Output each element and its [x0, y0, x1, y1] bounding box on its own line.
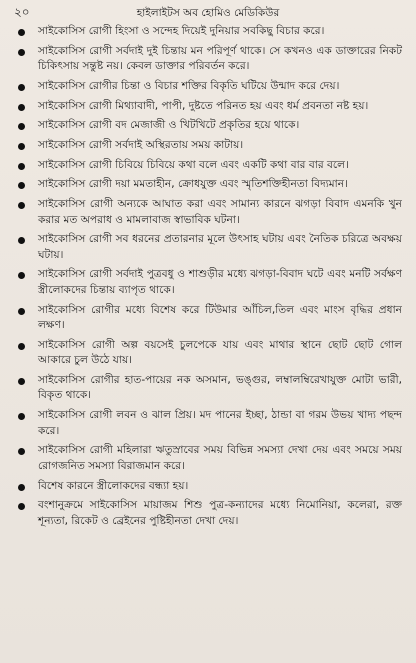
page-number: ২০	[14, 5, 30, 19]
list-item	[14, 267, 402, 298]
list-item	[14, 24, 402, 40]
list-item-text: সাইকোসিস রোগী হিংসা ও সন্দেহ দিয়েই দুনিয়ার সবকিছু বিচার করে।	[38, 25, 325, 37]
list-item-text: সাইকোসিস রোগী অল্প বয়সেই চুলপেকে যায় এবং মাথার স্থানে ছোট ছোট গোল আকারে চুল উঠে যায়।	[38, 338, 402, 367]
list-item-text: সাইকোসিস রোগী মিথ্যাবাদী, পাপী, দুষ্টতে পরিনত হয় এবং ধর্ম প্রবনতা নষ্ট হয়।	[38, 99, 369, 112]
list-item	[14, 118, 402, 134]
bullet-icon	[14, 267, 38, 298]
bullet-icon	[14, 79, 38, 95]
list-item-text: সাইকোসিস রোগীর হাত-পায়ের নক অসমান, ভঙ্গুর, লম্বালম্বিরেখাযুক্ত মোটা ভারী, বিকৃত থাকে।	[38, 373, 402, 402]
bullet-icon	[14, 232, 38, 263]
bullet-icon	[14, 24, 38, 40]
list-item-text: সাইকোসিস রোগীর মধ্যে বিশেষ করে টিউমার আঁচিল,তিল এবং মাংস বৃদ্ধির প্রধান লক্ষণ।	[38, 303, 402, 332]
bullet-icon	[14, 373, 38, 404]
list-item-text: সাইকোসিস রোগী দয়া মমতাহীন, ক্রোধযুক্ত এবং স্মৃতিশক্তিহীনতা বিদ্যমান।	[38, 178, 348, 191]
list-item-text: সাইকোসিস রোগী চিবিয়ে চিবিয়ে কথা বলে এবং একটি কথা বার বার বলে।	[38, 158, 349, 171]
list-item-text: সাইকোসিস রোগীর চিন্তা ও বিচার শক্তির বিকৃতি ঘটিয়ে উন্মাদ করে দেয়।	[38, 79, 340, 92]
list-item-text: সাইকোসিস রোগী লবন ও ঝাল প্রিয়। মদ পানের ইচ্ছা, ঠান্ডা বা গরম উভয় খাদ্য পছন্দ করে।	[38, 409, 402, 437]
list-item-text: সাইকোসিস রোগী মহিলারা ঋতুস্রাবের সময় বিভিন্ন সমস্যা দেখা দেয় এবং সময়ে সময় রোগজনিত সমস্যা বিরাজমান করে।	[38, 444, 402, 472]
running-title: হাইলাইটস অব হোমিও মেডিকিউর	[136, 7, 280, 19]
list-item	[14, 99, 402, 115]
bullet-icon	[14, 118, 38, 134]
bullet-icon	[14, 177, 38, 193]
bullet-icon	[14, 99, 38, 115]
bullet-icon	[14, 408, 38, 439]
bullet-icon	[14, 443, 38, 474]
list-item	[14, 232, 402, 263]
bullet-icon	[14, 197, 38, 228]
list-item	[14, 177, 402, 193]
bullet-icon	[14, 44, 38, 75]
bullet-icon	[14, 338, 38, 369]
bullet-icon	[14, 158, 38, 174]
list-item	[14, 303, 402, 334]
list-item	[14, 498, 402, 529]
bullet-icon	[14, 498, 38, 529]
list-item	[14, 408, 402, 439]
list-item-text: সাইকোসিস রোগী সর্বদাই পুত্রবধু ও শাশুড়ীর মধ্যে ঝগড়া-বিবাদ ঘটে এবং মনটি সর্বক্ষণ স্ত্রীলোকদের চিন্তায় ব্যাপৃত থাকে।	[38, 268, 402, 296]
list-item	[14, 373, 402, 404]
bullet-icon	[14, 479, 38, 495]
list-item	[14, 443, 402, 474]
list-item-text: সাইকোসিস রোগী সব ধরনের প্রতারনার মূলে উৎসাহ ঘটায় এবং নৈতিক চরিত্রে অবক্ষয় ঘটায়।	[38, 233, 402, 261]
list-item-text: সাইকোসিস রোগী সর্বদাই দুই চিন্তায় মন পরিপূর্ণ থাকে। সে কখনও এক ডাক্তারের নিকট চিকিৎসায় সন্তুষ্ট নয়। কেবল ডাক্তার পরিবর্তন করে।	[38, 44, 402, 73]
list-item-text: সাইকোসিস রোগী সর্বদাই অস্থিরতায় সময় কাটায়।	[38, 138, 244, 151]
list-item	[14, 44, 402, 75]
symptom-list	[14, 24, 402, 529]
list-item	[14, 138, 402, 154]
list-item	[14, 79, 402, 95]
list-item	[14, 338, 402, 369]
list-item	[14, 158, 402, 174]
list-item-text: বিশেষ কারনে স্ত্রীলোকদের বন্ধ্যা হয়।	[38, 479, 189, 492]
list-item-text: সাইকোসিস রোগী বদ মেজাজী ও খিটখিটে প্রকৃতির হয়ে থাকে।	[38, 119, 300, 132]
list-item-text: বংশানুক্রমে সাইকোসিস মায়াজম শিশু পুত্র-কন্যাদের মধ্যে নিমোনিয়া, কলেরা, রক্ত শূন্যতা, রিকেট ও ব্রেইনের পুষ্টিহীনতা দেখা দেয়।	[38, 499, 402, 527]
bullet-icon	[14, 138, 38, 154]
list-item	[14, 479, 402, 495]
list-item	[14, 197, 402, 228]
list-item-text: সাইকোসিস রোগী অন্যকে আঘাত করা এবং সামান্য কারনে ঝগড়া বিবাদ এমনকি খুন করার মত অপরাধ ও মামলাবাজ স্বাভাবিক ঘটনা।	[38, 198, 402, 226]
bullet-icon	[14, 303, 38, 334]
page-header	[14, 4, 402, 22]
